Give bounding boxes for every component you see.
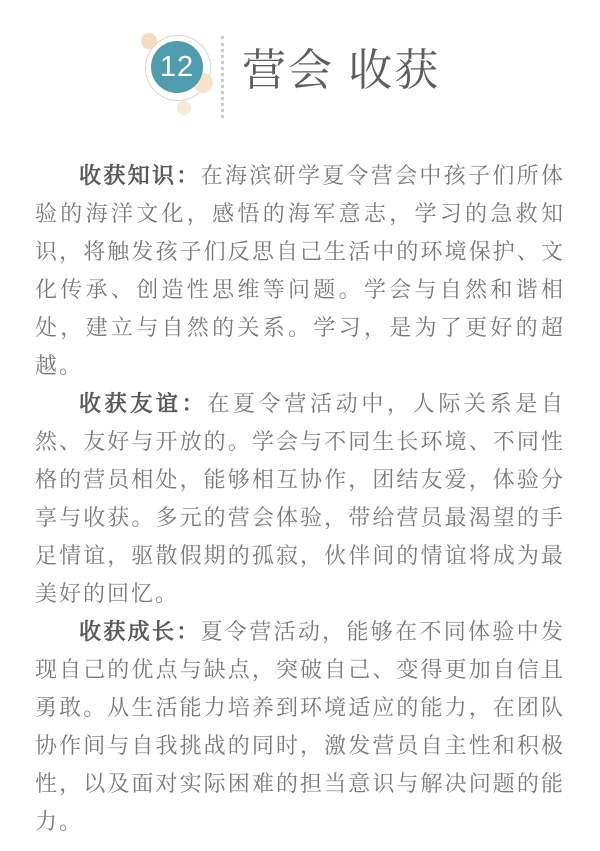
decor-dot-bottom-icon (177, 101, 191, 115)
section-header (0, 0, 600, 150)
paragraph-friendship (35, 385, 565, 613)
section-number: 12 (151, 41, 203, 93)
paragraph-knowledge-lead: 收获知识： (79, 163, 201, 188)
paragraph-growth-lead: 收获成长： (79, 619, 201, 644)
paragraph-knowledge (35, 157, 565, 385)
section-number-badge (0, 0, 240, 130)
paragraph-growth-text: 夏令营活动，能够在不同体验中发现自己的优点与缺点，突破自己、变得更加自信且勇敢。从生活能力培养到环境适应的能力，在团队协作间与自我挑战的同时，激发营员自主性和积极性，以及面对实际困难的担当意识与解决问题的能力。 (35, 619, 565, 834)
paragraph-friendship-lead: 收获友谊： (79, 391, 208, 416)
paragraph-knowledge-text: 在海滨研学夏令营会中孩子们所体验的海洋文化，感悟的海军意志，学习的急救知识，将触发孩子们反思自己生活中的环境保护、文化传承、创造性思维等问题。学会与自然和谐相处，建立与自然的关系。学习，是为了更好的超越。 (35, 163, 565, 378)
paragraph-friendship-text: 在夏令营活动中，人际关系是自然、友好与开放的。学会与不同生长环境、不同性格的营员相处，能够相互协作，团结友爱，体验分享与收获。多元的营会体验，带给营员最渴望的手足情谊，驱散假期的孤寂，伙伴间的情谊将成为最美好的回忆。 (35, 391, 565, 606)
article-body (35, 157, 565, 841)
paragraph-growth (35, 613, 565, 841)
section-title: 营会 收获 (242, 46, 441, 95)
dotted-divider (221, 36, 224, 118)
